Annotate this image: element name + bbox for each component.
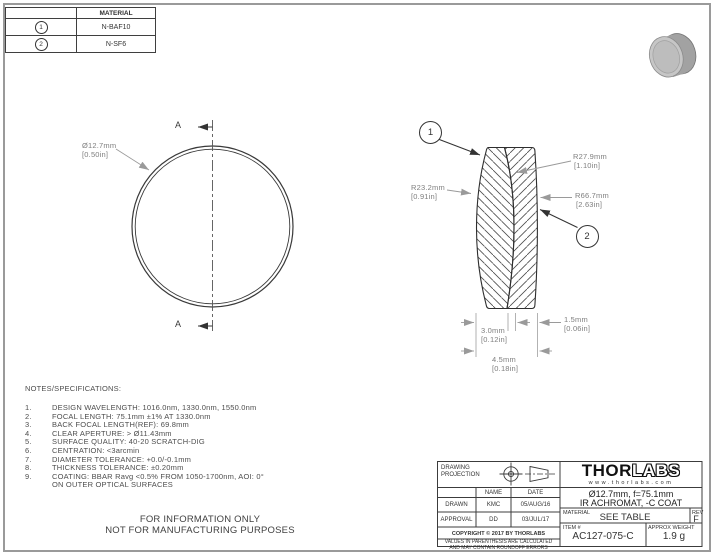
t1-label-mm: 3.0mm — [481, 326, 505, 335]
r-left-leader — [447, 190, 471, 194]
approval-label: APPROVAL — [440, 516, 473, 523]
note-item: 6. CENTRATION: <3arcmin — [25, 445, 140, 455]
item-1-balloon: 1 — [35, 21, 48, 34]
balloon-1: 1 — [419, 121, 442, 144]
drawn-date: 05/AUG/16 — [520, 501, 551, 508]
item-2-balloon: 2 — [35, 38, 48, 51]
note-item: 9. COATING: BBAR Ravg <0.5% FROM 1050-1700nm, AOI: 0° — [25, 471, 264, 481]
material-label: MATERIAL — [563, 509, 591, 516]
note-item: 2. FOCAL LENGTH: 75.1mm ±1% AT 1330.0nm — [25, 411, 211, 421]
note-item: 8. THICKNESS TOLERANCE: ±0.20mm — [25, 463, 184, 473]
balloon-1-leader — [438, 139, 480, 155]
material-value: SEE TABLE — [599, 511, 651, 523]
balloon-2-leader — [540, 210, 578, 228]
note-item: 4. CLEAR APERTURE: > Ø11.43mm — [25, 428, 172, 438]
product-title-line-2: IR ACHROMAT, -C COAT — [579, 498, 683, 508]
r-right-label-mm: R66.7mm — [575, 191, 609, 200]
t2-label-in: [0.06in] — [564, 324, 591, 333]
r-mid-label-mm: R27.9mm — [573, 152, 607, 161]
note-item: 1. DESIGN WAVELENGTH: 1016.0nm, 1330.0nm, 1550.0nm — [25, 403, 257, 412]
disclaimer — [90, 514, 310, 536]
material-table-corner — [6, 8, 77, 19]
r-right-label-in: [2.63in] — [576, 200, 603, 209]
copyright: COPYRIGHT © 2017 BY THORLABS — [451, 530, 546, 537]
ttotal-label-mm: 4.5mm — [492, 355, 516, 364]
approx-weight-value: 1.9 g — [662, 531, 686, 542]
item-number-value: AC127-075-C — [572, 531, 634, 542]
approx-weight-label: APPROX WEIGHT — [648, 524, 695, 531]
table-row — [6, 36, 156, 53]
ttotal-label-in: [0.18in] — [492, 364, 519, 373]
disclaimer-line-2: NOT FOR MANUFACTURING PURPOSES — [105, 525, 295, 536]
t1-label-in: [0.12in] — [481, 335, 508, 344]
front-view-circle — [116, 120, 293, 333]
material-table-header: MATERIAL — [77, 8, 156, 19]
drawn-label: DRAWN — [445, 501, 468, 508]
values-note-1: VALUES IN PARENTHESIS ARE CALCULATED — [444, 539, 553, 545]
material-2-value: N-SF6 — [77, 36, 156, 53]
balloon-2: 2 — [576, 225, 599, 248]
note-item: 7. DIAMETER TOLERANCE: +0.0/-0.1mm — [25, 454, 192, 464]
approval-date: 03/JUL/17 — [521, 516, 550, 523]
website: www.thorlabs.com — [588, 480, 674, 486]
material-table — [5, 7, 156, 53]
material-1-value: N-BAF10 — [77, 19, 156, 36]
third-angle-projection-icon — [500, 463, 556, 486]
section-letter-bottom: A — [175, 319, 182, 329]
section-view-lens — [438, 139, 578, 357]
r-left-label-in: [0.91in] — [411, 192, 438, 201]
item-number-label: ITEM # — [563, 524, 581, 531]
product-title-line-1: Ø12.7mm, f=75.1mm — [588, 488, 674, 499]
date-header: DATE — [527, 489, 544, 496]
rev-label: REV — [692, 509, 704, 516]
note-item: 5. SURFACE QUALITY: 40-20 SCRATCH-DIG — [25, 437, 205, 447]
lens-element-1 — [477, 148, 515, 309]
note-item: 3. BACK FOCAL LENGTH(REF): 69.8mm — [25, 420, 189, 430]
lens-photo-icon — [644, 28, 701, 82]
name-header: NAME — [484, 489, 503, 496]
r-left-label-mm: R23.2mm — [411, 183, 445, 192]
values-note-2: AND MAY CONTAIN ROUNDOFF ERRORS — [449, 544, 548, 551]
table-row — [6, 19, 156, 36]
drawn-name: KMC — [486, 501, 501, 508]
disclaimer-line-1: FOR INFORMATION ONLY — [139, 514, 261, 525]
notes-block — [25, 384, 335, 490]
approval-name: DD — [489, 516, 498, 523]
diameter-leader — [116, 149, 149, 170]
diameter-label-mm: Ø12.7mm — [82, 141, 117, 150]
note-item-continuation: ON OUTER OPTICAL SURFACES — [52, 480, 173, 490]
section-letter-top: A — [175, 120, 182, 130]
rev-value: F — [693, 514, 699, 524]
t2-label-mm: 1.5mm — [564, 315, 588, 324]
r-mid-label-in: [1.10in] — [574, 161, 601, 170]
notes-heading: NOTES/SPECIFICATIONS: — [25, 384, 122, 393]
projection-label: DRAWING PROJECTION — [441, 465, 480, 478]
diameter-label-in: [0.50in] — [82, 150, 109, 159]
thorlabs-logo: THORLABS — [581, 461, 681, 480]
